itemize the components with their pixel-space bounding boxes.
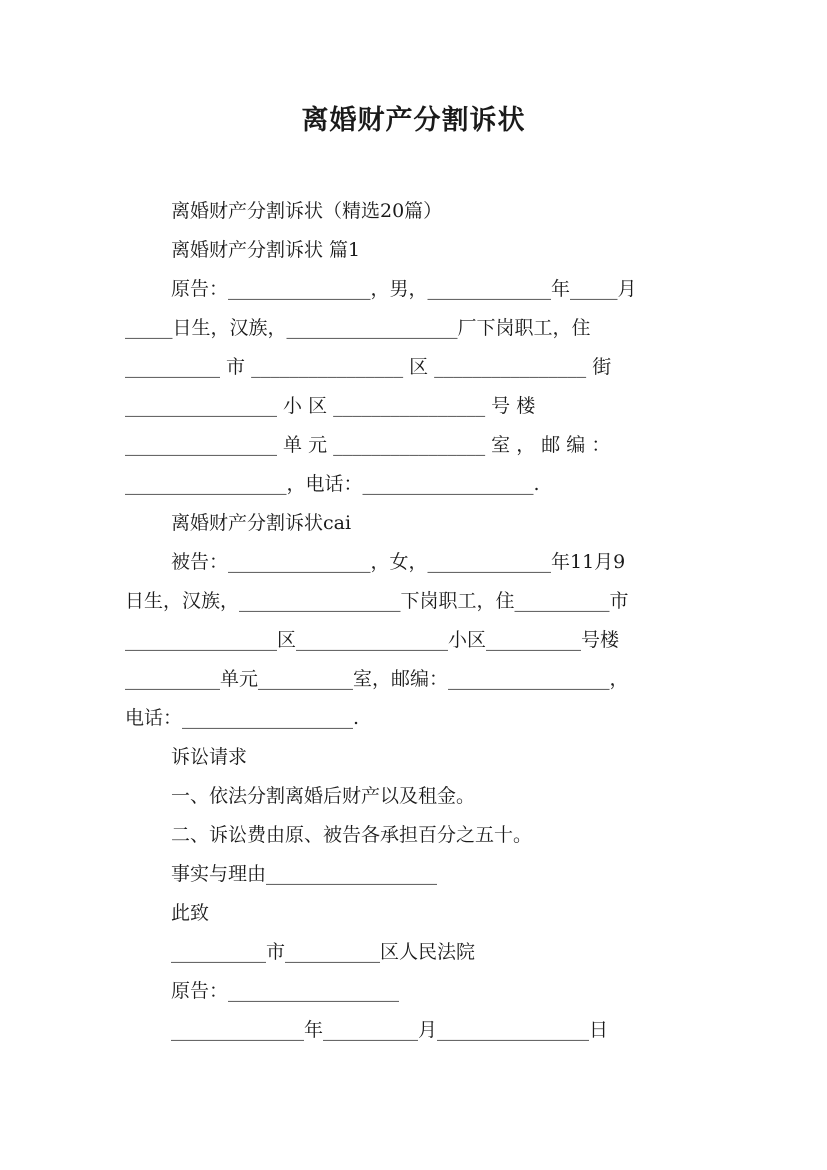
facts-and-reasons: 事实与理由__________________ [171,863,438,885]
plaintiff-line-2: _____日生，汉族，__________________厂下岗职工，住 [125,317,591,339]
signature-plaintiff: 原告：__________________ [171,980,400,1002]
defendant-line-3: ________________区________________小区__________号楼 [125,629,620,651]
collection-heading: 离婚财产分割诉状（精选20篇） [171,200,443,222]
salutation: 此致 [171,902,210,924]
signature-date: ______________年__________月________________日 [171,1019,609,1041]
plaintiff-line-3: __________ 市 ________________ 区 ________________ 街 [125,356,612,378]
plaintiff-line-6: _________________，电话：__________________. [125,473,540,495]
claim-item-1: 一、依法分割离婚后财产以及租金。 [171,785,476,807]
claim-item-2: 二、诉讼费由原、被告各承担百分之五十。 [171,824,533,846]
defendant-line-5: 电话：__________________. [125,707,360,729]
court-name: __________市__________区人民法院 [171,941,476,963]
claims-heading: 诉讼请求 [171,746,248,768]
defendant-line-2: 日生，汉族，_________________下岗职工，住__________市 [125,590,629,612]
document-title: 离婚财产分割诉状 [301,105,526,136]
plaintiff-line-5: ________________ 单 元 ________________ 室 ， 邮 编 ： [125,434,611,456]
section-heading: 离婚财产分割诉状 篇1 [171,239,361,261]
plaintiff-line-1: 原告：_______________，男，_____________年_____月 [171,278,637,300]
section-subheading: 离婚财产分割诉状cai [171,512,352,534]
defendant-line-1: 被告：_______________，女，_____________年11月9 [171,551,626,573]
plaintiff-line-4: ________________ 小 区 ________________ 号 楼 [125,395,536,417]
defendant-line-4: __________单元__________室，邮编：_________________， [125,668,629,690]
